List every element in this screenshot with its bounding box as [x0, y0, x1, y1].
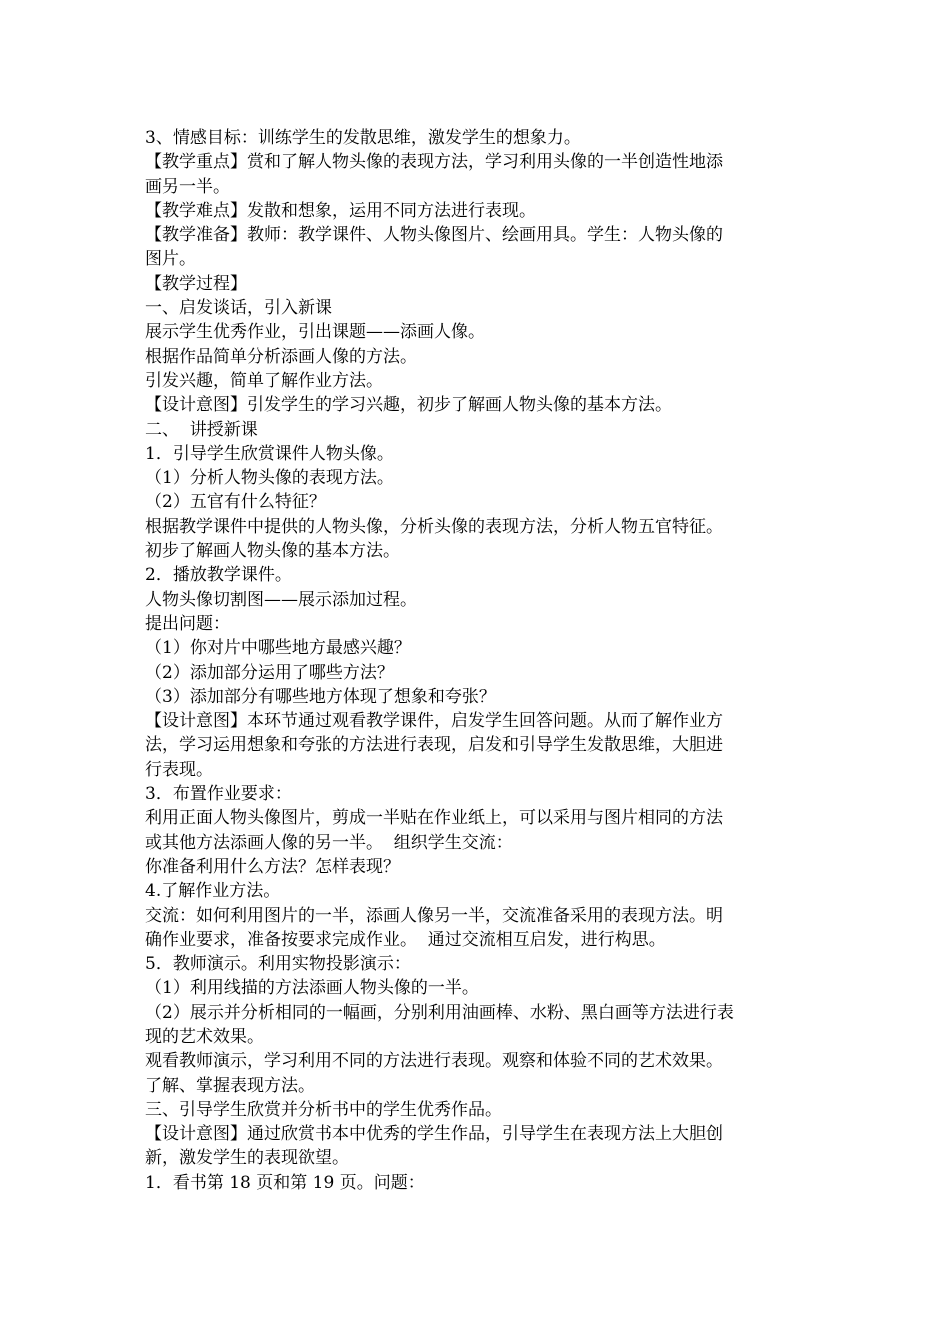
- text-line: 提出问题：: [145, 613, 230, 634]
- text-line: 1．看书第 18 页和第 19 页。问题：: [145, 1172, 425, 1193]
- text-line: 一、启发谈话，引入新课: [145, 298, 332, 319]
- text-line: （2）五官有什么特征？: [145, 492, 326, 513]
- text-line: 【设计意图】通过欣赏书本中优秀的学生作品，引导学生在表现方法上大胆创: [145, 1124, 723, 1145]
- text-line: 根据教学课件中提供的人物头像，分析头像的表现方法，分析人物五官特征。: [145, 516, 723, 537]
- text-line: 利用正面人物头像图片，剪成一半贴在作业纸上，可以采用与图片相同的方法: [145, 808, 723, 829]
- text-line: （3）添加部分有哪些地方体现了想象和夸张？: [145, 686, 496, 707]
- text-line: 【设计意图】引发学生的学习兴趣，初步了解画人物头像的基本方法。: [145, 395, 672, 416]
- text-line: 初步了解画人物头像的基本方法。: [145, 541, 400, 562]
- text-line: 【教学准备】教师：教学课件、人物头像图片、绘画用具。学生：人物头像的: [145, 225, 723, 246]
- text-line: 5．教师演示。利用实物投影演示：: [145, 954, 411, 975]
- text-line: （2）展示并分析相同的一幅画，分别利用油画棒、水粉、黑白画等方法进行表: [145, 1002, 734, 1023]
- text-line: 引发兴趣，简单了解作业方法。: [145, 370, 383, 391]
- text-line: 展示学生优秀作业，引出课题——添画人像。: [145, 322, 485, 343]
- text-line: 观看教师演示，学习利用不同的方法进行表现。观察和体验不同的艺术效果。: [145, 1051, 723, 1072]
- text-line: （1）利用线描的方法添画人物头像的一半。: [145, 978, 479, 999]
- text-line: 【教学过程】: [145, 273, 247, 294]
- text-line: 三、引导学生欣赏并分析书中的学生优秀作品。: [145, 1099, 502, 1120]
- document-body: [145, 126, 813, 1195]
- text-line: 【设计意图】本环节通过观看教学课件，启发学生回答问题。从而了解作业方: [145, 711, 723, 732]
- text-line: 1．引导学生欣赏课件人物头像。: [145, 443, 394, 464]
- text-line: 【教学重点】赏和了解人物头像的表现方法，学习利用头像的一半创造性地添: [145, 152, 723, 173]
- text-line: 2．播放教学课件。: [145, 565, 292, 586]
- text-line: 行表现。: [145, 759, 213, 780]
- text-line: 根据作品简单分析添画人像的方法。: [145, 346, 417, 367]
- text-line: （2）添加部分运用了哪些方法？: [145, 662, 394, 683]
- text-line: 法，学习运用想象和夸张的方法进行表现，启发和引导学生发散思维，大胆进: [145, 735, 723, 756]
- text-line: 3．布置作业要求：: [145, 784, 292, 805]
- text-line: （1）分析人物头像的表现方法。: [145, 468, 394, 489]
- text-line: 了解、掌握表现方法。: [145, 1075, 315, 1096]
- text-line: 新，激发学生的表现欲望。: [145, 1148, 349, 1169]
- text-line: 交流：如何利用图片的一半，添画人像另一半，交流准备采用的表现方法。明: [145, 905, 723, 926]
- text-line: 【教学难点】发散和想象，运用不同方法进行表现。: [145, 200, 536, 221]
- text-line: 确作业要求，准备按要求完成作业。 通过交流相互启发，进行构思。: [145, 929, 666, 950]
- text-line: 4.了解作业方法。: [145, 881, 281, 902]
- text-line: 你准备利用什么方法？怎样表现？: [145, 856, 400, 877]
- text-line: 图片。: [145, 249, 196, 270]
- text-line: 现的艺术效果。: [145, 1026, 264, 1047]
- text-line: 或其他方法添画人像的另一半。 组织学生交流：: [145, 832, 513, 853]
- text-line: 二、 讲授新课: [145, 419, 258, 440]
- text-line: 人物头像切割图——展示添加过程。: [145, 589, 417, 610]
- text-line: （1）你对片中哪些地方最感兴趣？: [145, 638, 411, 659]
- text-line: 3、情感目标：训练学生的发散思维，激发学生的想象力。: [145, 128, 581, 148]
- text-line: 画另一半。: [145, 176, 230, 197]
